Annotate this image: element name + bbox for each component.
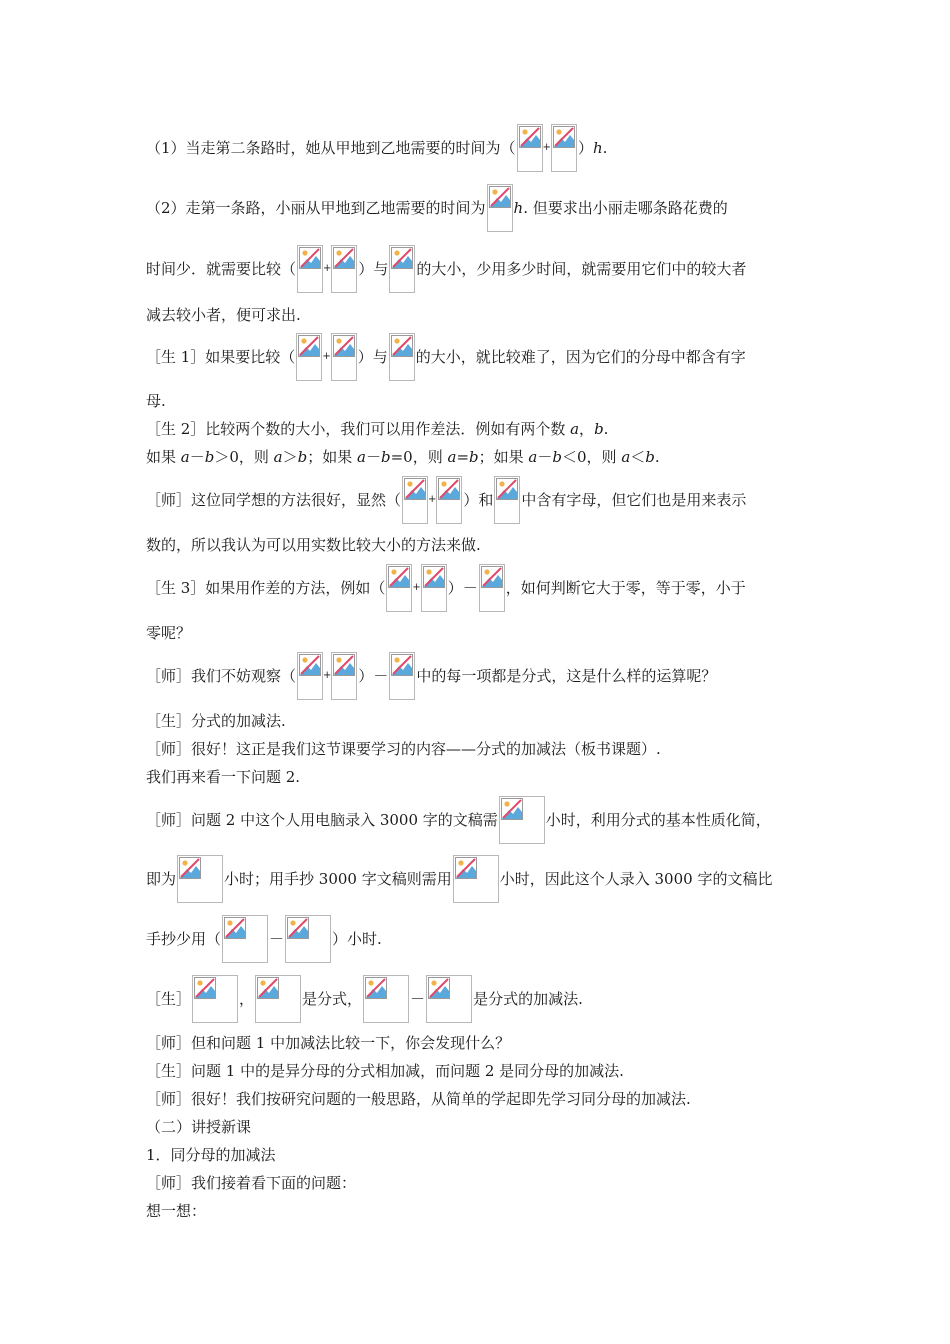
text-run: 我们再来看一下问题 2. bbox=[146, 768, 301, 786]
text-run: ［师］很好！这正是我们这节课要学习的内容——分式的加减法（板书课题）. bbox=[146, 740, 661, 758]
text-run: － bbox=[189, 448, 205, 466]
text-line bbox=[146, 446, 660, 467]
text-run: ［师］问题 2 中这个人用电脑录入 3000 字的文稿需 bbox=[146, 811, 498, 829]
broken-image-icon bbox=[453, 855, 499, 903]
text-run: 是分式的加减法. bbox=[473, 990, 583, 1008]
text-run: ［师］我们不妨观察（ bbox=[146, 667, 297, 685]
text-run: 如果 bbox=[146, 448, 181, 466]
text-run: ）－ bbox=[447, 579, 478, 597]
broken-image-icon bbox=[297, 245, 323, 293]
math-variable: a bbox=[570, 420, 580, 438]
text-run: 小时；用手抄 3000 字文稿则需用 bbox=[224, 870, 452, 888]
text-line bbox=[146, 796, 771, 844]
broken-image-icon bbox=[389, 245, 415, 293]
text-run: ）－ bbox=[358, 667, 389, 685]
text-line bbox=[146, 1032, 510, 1053]
text-run: ［生］问题 1 中的是异分母的分式相加减，而问题 2 是同分母的加减法. bbox=[146, 1062, 624, 1080]
math-variable: a bbox=[357, 448, 366, 466]
broken-image-icon bbox=[494, 476, 520, 524]
plus-sign: + bbox=[323, 263, 332, 274]
broken-image-icon bbox=[517, 124, 543, 172]
text-run: ，如何判断它大于零，等于零，小于 bbox=[505, 579, 746, 597]
text-run: ） bbox=[577, 139, 593, 157]
text-run: ， bbox=[579, 420, 595, 438]
text-run: 零呢？ bbox=[146, 624, 192, 642]
text-line bbox=[146, 1144, 276, 1165]
text-run: （二）讲授新课 bbox=[146, 1118, 252, 1136]
text-run: . bbox=[654, 448, 660, 466]
text-run: ［师］但和问题 1 中加减法比较一下，你会发现什么？ bbox=[146, 1034, 511, 1052]
broken-image-icon bbox=[297, 652, 323, 700]
text-line bbox=[146, 1200, 206, 1221]
text-run: ［生］分式的加减法. bbox=[146, 712, 286, 730]
math-variable: b bbox=[469, 448, 479, 466]
text-run: ［师］这位同学想的方法很好，显然（ bbox=[146, 491, 402, 509]
broken-image-icon bbox=[479, 564, 505, 612]
text-line bbox=[146, 390, 166, 411]
text-run: － bbox=[269, 930, 285, 948]
text-run: ＜ bbox=[630, 448, 646, 466]
text-run: 的大小，少用多少时间，就需要用它们中的较大者 bbox=[416, 260, 747, 278]
broken-image-icon bbox=[331, 245, 357, 293]
text-run: ；如果 bbox=[307, 448, 358, 466]
text-run: ）小时. bbox=[332, 930, 382, 948]
math-variable: h bbox=[592, 139, 603, 157]
math-variable: b bbox=[297, 448, 308, 466]
text-run: （2）走第一条路，小丽从甲地到乙地需要的时间为 bbox=[146, 199, 486, 217]
text-line bbox=[146, 738, 661, 759]
text-line bbox=[146, 418, 608, 439]
math-variable: h bbox=[513, 199, 524, 217]
broken-image-icon bbox=[222, 915, 268, 963]
broken-image-icon bbox=[296, 333, 322, 381]
text-run: ＜0，则 bbox=[562, 448, 622, 466]
text-run: － bbox=[410, 990, 426, 1008]
text-run: 减去较小者，便可求出. bbox=[146, 306, 301, 324]
text-run: － bbox=[365, 448, 381, 466]
broken-image-icon bbox=[426, 975, 472, 1023]
text-line bbox=[146, 124, 607, 172]
text-run: = bbox=[456, 448, 470, 466]
broken-image-icon bbox=[192, 975, 238, 1023]
text-run: 数的，所以我认为可以用实数比较大小的方法来做. bbox=[146, 536, 481, 554]
math-variable: a bbox=[180, 448, 190, 466]
broken-image-icon bbox=[389, 652, 415, 700]
text-line bbox=[146, 766, 300, 787]
text-run: 即为 bbox=[146, 870, 177, 888]
text-run: 中的每一项都是分式，这是什么样的运算呢？ bbox=[416, 667, 717, 685]
text-run: 是分式， bbox=[302, 990, 363, 1008]
text-run: ［生 2］比较两个数的大小，我们可以用作差法．例如有两个数 bbox=[146, 420, 571, 438]
text-line bbox=[146, 1060, 624, 1081]
broken-image-icon bbox=[499, 796, 545, 844]
broken-image-icon bbox=[363, 975, 409, 1023]
math-variable: a bbox=[273, 448, 283, 466]
broken-image-icon bbox=[285, 915, 331, 963]
text-line bbox=[146, 622, 191, 643]
math-variable: b bbox=[594, 420, 604, 438]
text-run: 小时，因此这个人录入 3000 字的文稿比 bbox=[499, 870, 773, 888]
math-variable: a bbox=[447, 448, 457, 466]
broken-image-icon bbox=[255, 975, 301, 1023]
broken-image-icon bbox=[551, 124, 577, 172]
text-run: ；如果 bbox=[478, 448, 529, 466]
text-line bbox=[146, 1116, 251, 1137]
broken-image-icon bbox=[436, 476, 462, 524]
math-variable: a bbox=[528, 448, 538, 466]
text-run: － bbox=[537, 448, 553, 466]
text-run: ）和 bbox=[463, 491, 494, 509]
text-line bbox=[146, 652, 716, 700]
text-run: =0，则 bbox=[390, 448, 448, 466]
text-run: ［生］ bbox=[146, 990, 192, 1008]
text-line bbox=[146, 915, 382, 963]
math-variable: b bbox=[381, 448, 391, 466]
text-run: ［师］很好！我们按研究问题的一般思路，从简单的学起即先学习同分母的加减法. bbox=[146, 1090, 691, 1108]
text-run: 1．同分母的加减法 bbox=[146, 1146, 276, 1164]
text-line bbox=[146, 1088, 691, 1109]
text-run: 小时，利用分式的基本性质化简， bbox=[545, 811, 771, 829]
text-run: 的大小，就比较难了，因为它们的分母中都含有字 bbox=[415, 348, 746, 366]
math-variable: b bbox=[645, 448, 655, 466]
plus-sign: + bbox=[542, 142, 551, 153]
text-line bbox=[146, 855, 772, 903]
text-run: 时间少．就需要比较（ bbox=[146, 260, 297, 278]
plus-sign: + bbox=[428, 494, 437, 505]
plus-sign: + bbox=[412, 582, 421, 593]
text-line bbox=[146, 975, 583, 1023]
text-run: 想一想： bbox=[146, 1202, 207, 1220]
broken-image-icon bbox=[402, 476, 428, 524]
broken-image-icon bbox=[389, 333, 415, 381]
broken-image-icon bbox=[331, 652, 357, 700]
broken-image-icon bbox=[386, 564, 412, 612]
math-variable: b bbox=[204, 448, 215, 466]
text-run: . bbox=[603, 420, 609, 438]
math-variable: b bbox=[552, 448, 562, 466]
text-run: ［生 3］如果用作差的方法，例如（ bbox=[146, 579, 386, 597]
text-run: ［生 1］如果要比较（ bbox=[146, 348, 296, 366]
text-run: ＞0，则 bbox=[214, 448, 274, 466]
text-line bbox=[146, 184, 728, 232]
text-line bbox=[146, 534, 481, 555]
broken-image-icon bbox=[487, 184, 513, 232]
text-run: 母. bbox=[146, 392, 166, 410]
text-line bbox=[146, 304, 301, 325]
text-run: ＞ bbox=[282, 448, 298, 466]
text-run: . 但要求出小丽走哪条路花费的 bbox=[523, 199, 728, 217]
text-run: 手抄少用（ bbox=[146, 930, 222, 948]
text-run: . bbox=[602, 139, 608, 157]
text-run: 中含有字母，但它们也是用来表示 bbox=[521, 491, 747, 509]
text-line bbox=[146, 564, 746, 612]
text-line bbox=[146, 1172, 356, 1193]
broken-image-icon bbox=[331, 333, 357, 381]
plus-sign: + bbox=[323, 670, 332, 681]
math-variable: a bbox=[621, 448, 631, 466]
text-line bbox=[146, 476, 746, 524]
text-run: ）与 bbox=[358, 260, 389, 278]
broken-image-icon bbox=[177, 855, 223, 903]
plus-sign: + bbox=[322, 351, 331, 362]
text-run: ， bbox=[239, 990, 255, 1008]
text-run: （1）当走第二条路时，她从甲地到乙地需要的时间为（ bbox=[146, 139, 516, 157]
broken-image-icon bbox=[421, 564, 447, 612]
text-run: ）与 bbox=[357, 348, 388, 366]
text-line bbox=[146, 245, 746, 293]
text-run: ［师］我们接着看下面的问题： bbox=[146, 1174, 357, 1192]
text-line bbox=[146, 710, 286, 731]
text-line bbox=[146, 333, 746, 381]
